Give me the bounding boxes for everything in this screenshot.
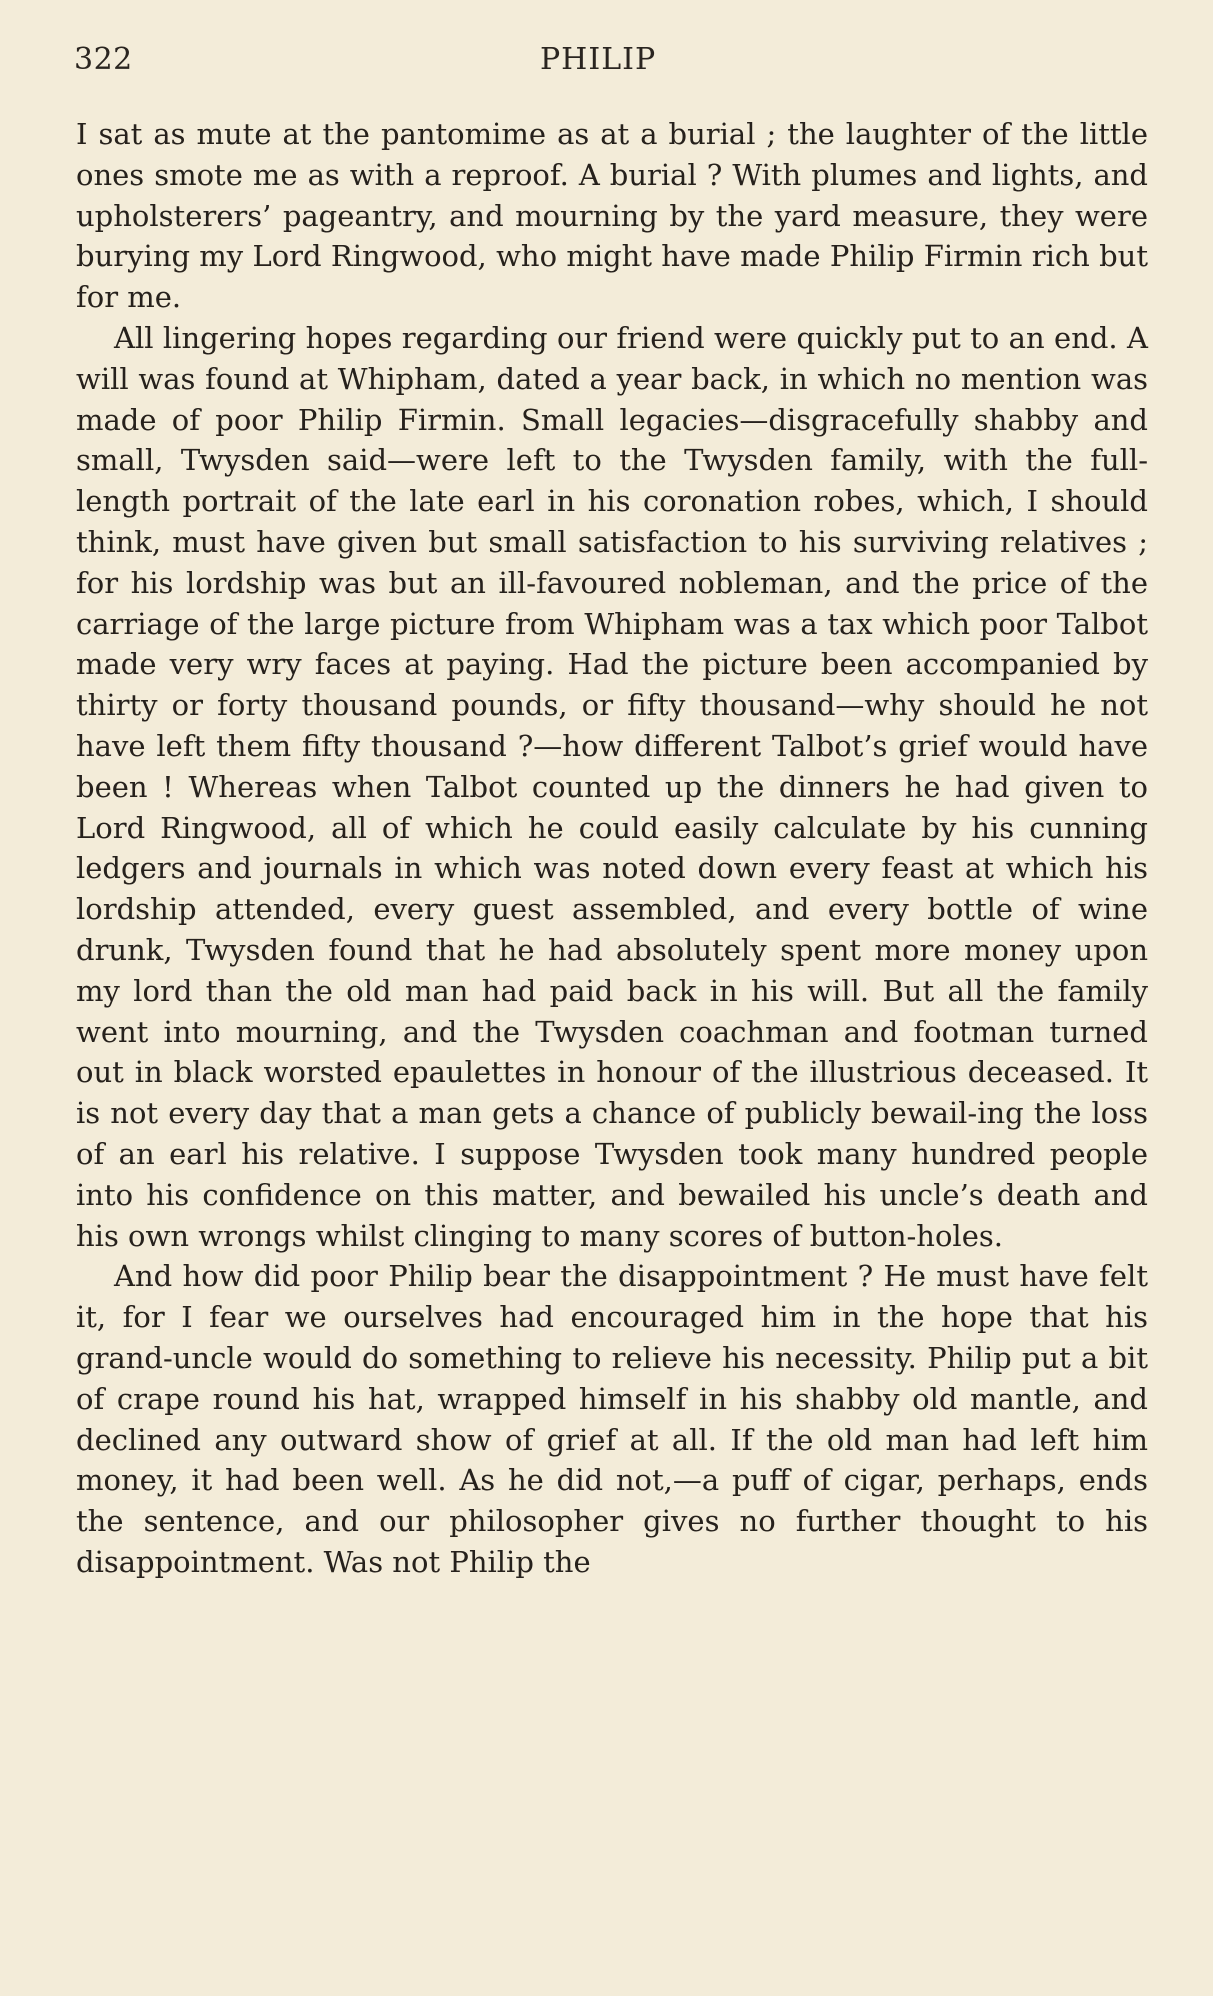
- paragraph: And how did poor Philip bear the disappointment ? He must have felt it, for I fear we ourselves had encouraged him in the hope that his grand-uncle would do something to relieve his necessity. Philip put a bit of crape round his hat, wrapped himself in his shabby old mantle, and declined any outward show of grief at all. If the old man had left him money, it had been well. As he did not,—a puff of cigar, perhaps, ends the sentence, and our philosopher gives no further thought to his disappointment. Was not Philip the: [76, 1259, 1148, 1579]
- page-number: 322: [74, 42, 133, 77]
- paragraph: All lingering hopes regarding our friend were quickly put to an end. A will was found at Whipham, dated a year back, in which no mention was made of poor Philip Firmin. Small legacies—disgracefully shabby and small, Twysden said—were left to the Twysden family, with the full-length portrait of the late earl in his coronation robes, which, I should think, must have given but small satisfaction to his surviving relatives ; for his lordship was but an ill-favoured nobleman, and the price of the carriage of the large picture from Whipham was a tax which poor Talbot made very wry faces at paying. Had the picture been accompanied by thirty or forty thousand pounds, or fifty thousand—why should he not have left them fifty thousand ?—how different Talbot’s grief would have been ! Whereas when Talbot counted up the dinners he had given to Lord Ringwood, all of which he could easily calculate by his cunning ledgers and journals in which was noted down every feast at which his lordship attended, every guest assembled, and every bottle of wine drunk, Twysden found that he had absolutely spent more money upon my lord than the old man had paid back in his will. But all the family went into mourning, and the Twysden coachman and footman turned out in black worsted epaulettes in honour of the illustrious deceased. It is not every day that a man gets a chance of publicly bewail-ing the loss of an earl his relative. I suppose Twysden took many hundred people into his confidence on this matter, and bewailed his uncle’s death and his own wrongs whilst clinging to many scores of button-holes.: [76, 320, 1148, 1253]
- running-title: PHILIP: [540, 42, 657, 77]
- page-header: [74, 42, 1150, 82]
- body-text: [76, 114, 1148, 1583]
- paragraph: I sat as mute at the pantomime as at a burial ; the laughter of the little ones smote me as with a reproof. A burial ? With plumes and lights, and upholsterers’ pageantry, and mourning by the yard measure, they were burying my Lord Ringwood, who might have made Philip Firmin rich but for me.: [76, 117, 1148, 315]
